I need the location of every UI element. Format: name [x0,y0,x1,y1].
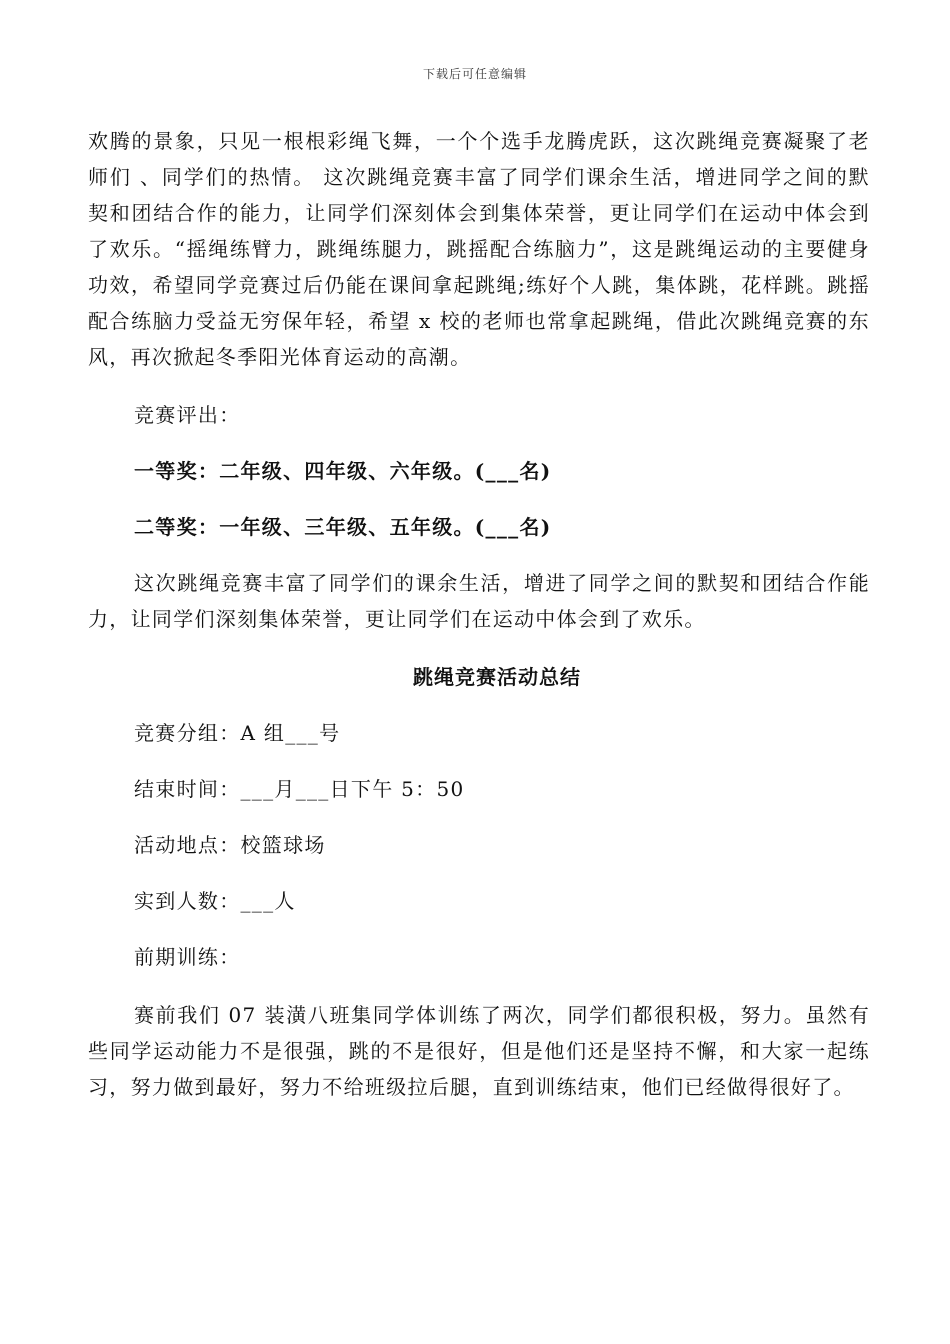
spacer [88,375,870,397]
spacer [88,919,870,939]
page-header-note: 下载后可任意编辑 [422,67,527,81]
first-prize-line: 一等奖：二年级、四年级、六年级。(___名) [134,459,552,483]
evaluation-label: 竞赛评出： [134,403,241,427]
end-time-line: 结束时间：___月___日下午 5：50 [134,777,465,801]
document-body [88,123,870,1105]
attendance-line: 实到人数：___人 [134,889,296,913]
spacer [88,863,870,883]
spacer [88,975,870,997]
training-label: 前期训练： [134,945,241,969]
spacer [88,489,870,509]
section-title: 跳绳竞赛活动总结 [413,665,581,689]
competition-group-line: 竞赛分组：A 组___号 [134,721,341,745]
paragraph-training: 赛前我们 07 装潢八班集同学体训练了两次，同学们都很积极，努力。虽然有些同学运动能力不是很强，跳的不是很好，但是他们还是坚持不懈，和大家一起练习，努力做到最好，努力不给班级拉后腿，直到训练结束，他们已经做得很好了。 [88,1003,870,1099]
spacer [88,433,870,453]
paragraph-event-description: 欢腾的景象，只见一根根彩绳飞舞，一个个选手龙腾虎跃，这次跳绳竞赛凝聚了老师们 、同学们的热情。 这次跳绳竞赛丰富了同学们课余生活，增进同学之间的默契和团结合作的能力，让同学们深刻体会到集体荣誉，更让同学们在运动中体会到了欢乐。“摇绳练臂力，跳绳练腿力，跳摇配合练脑力”，这是跳绳运动的主要健身功效，希望同学竞赛过后仍能在课间拿起跳绳;练好个人跳，集体跳，花样跳。跳摇配合练脑力受益无穷保年轻，希望 x 校的老师也常拿起跳绳，借此次跳绳竞赛的东风，再次掀起冬季阳光体育运动的高潮。 [88,129,870,369]
spacer [88,695,870,715]
location-line: 活动地点：校篮球场 [134,833,326,857]
spacer [88,751,870,771]
spacer [88,807,870,827]
spacer [88,637,870,659]
spacer [88,545,870,565]
second-prize-line: 二等奖：一年级、三年级、五年级。(___名) [134,515,552,539]
paragraph-summary: 这次跳绳竞赛丰富了同学们的课余生活，增进了同学之间的默契和团结合作能力，让同学们深刻集体荣誉，更让同学们在运动中体会到了欢乐。 [88,571,870,631]
